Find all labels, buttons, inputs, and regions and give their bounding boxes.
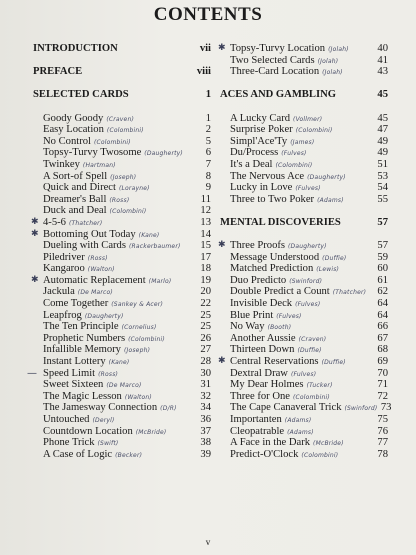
toc-page-number: 31 bbox=[200, 379, 211, 391]
handwritten-author-note: (Daugherty) bbox=[84, 312, 124, 320]
handwritten-author-note: (Fulves) bbox=[276, 312, 302, 320]
handwritten-author-note: (Swinford) bbox=[344, 405, 378, 413]
toc-entry-title: Topsy-Turvy Twosome bbox=[43, 147, 142, 159]
toc-page-number: 76 bbox=[377, 425, 388, 437]
toc-entry-title: Message Understood bbox=[230, 251, 320, 263]
toc-entry-title: Three for One bbox=[230, 390, 290, 402]
toc-entry bbox=[220, 182, 388, 194]
toc-page-number: 64 bbox=[377, 298, 388, 310]
handwritten-author-note: (Vollmer) bbox=[293, 115, 323, 123]
toc-entry bbox=[220, 55, 388, 67]
toc-entry-title: Twinkey bbox=[43, 158, 80, 170]
toc-entry-title: Untouched bbox=[43, 414, 90, 425]
section-spacer bbox=[33, 78, 211, 90]
handwritten-mark: ✱ bbox=[31, 228, 39, 239]
handwritten-author-note: (Jolah) bbox=[317, 57, 339, 65]
toc-entry-title: Central Reservations bbox=[230, 356, 319, 368]
toc-entry bbox=[33, 321, 211, 333]
toc-entry-title: Importanten bbox=[230, 414, 282, 425]
toc-entry-title: Predict-O'Clock bbox=[230, 448, 299, 460]
toc-page-number: 12 bbox=[200, 205, 211, 217]
toc-entry-title-wrap bbox=[220, 217, 374, 229]
toc-entry-title: No Control bbox=[43, 135, 91, 147]
handwritten-author-note: (Joseph) bbox=[110, 173, 137, 181]
toc-entry-title: Phone Trick bbox=[43, 437, 95, 449]
toc-page-number: 43 bbox=[377, 66, 388, 78]
toc-entry-title: Kangaroo bbox=[43, 263, 85, 275]
toc-entry-title: 4-5-6 bbox=[43, 216, 66, 228]
toc-entry bbox=[33, 136, 211, 148]
section-spacer bbox=[220, 205, 388, 217]
toc-section-heading bbox=[220, 217, 388, 229]
toc-column-left bbox=[27, 43, 211, 460]
toc-entry-title: Du/Process bbox=[230, 147, 279, 159]
handwritten-author-note: (Swift) bbox=[97, 440, 119, 448]
handwritten-author-note: (Thatcher) bbox=[332, 289, 367, 297]
toc-page-number: 28 bbox=[200, 356, 211, 368]
toc-page-number: 45 bbox=[377, 112, 388, 124]
toc-page-number: 59 bbox=[377, 251, 388, 263]
toc-entry-title: PREFACE bbox=[33, 66, 83, 78]
toc-entry-title: Prophetic Numbers bbox=[43, 332, 126, 344]
toc-page-number: 30 bbox=[200, 367, 211, 379]
handwritten-author-note: (Daugherty) bbox=[307, 173, 346, 181]
toc-entry-title: Bottoming Out Today bbox=[43, 228, 136, 240]
toc-entry bbox=[33, 437, 211, 449]
handwritten-author-note: (Walton) bbox=[124, 393, 152, 401]
toc-entry bbox=[220, 240, 388, 252]
section-spacer bbox=[220, 229, 388, 241]
toc-page-number: 75 bbox=[377, 414, 388, 425]
toc-entry-title: MENTAL DISCOVERIES bbox=[220, 216, 341, 228]
section-spacer bbox=[33, 101, 211, 113]
toc-page-number: 1 bbox=[205, 89, 211, 101]
toc-entry-title-wrap bbox=[33, 66, 197, 78]
toc-page-number: 45 bbox=[377, 89, 388, 101]
toc-entry bbox=[33, 344, 211, 356]
toc-entry bbox=[220, 298, 388, 310]
toc-page-number: 70 bbox=[377, 367, 388, 379]
toc-page-number: 49 bbox=[377, 135, 388, 147]
toc-entry bbox=[33, 252, 211, 264]
toc-entry-title-wrap bbox=[220, 449, 374, 462]
toc-entry-title: Come Together bbox=[43, 298, 109, 310]
handwritten-author-note: (Colombini) bbox=[106, 127, 144, 135]
toc-entry-title: Jackula bbox=[43, 286, 75, 298]
toc-entry-title: It's a Deal bbox=[230, 158, 273, 170]
handwritten-author-note: (Colombini) bbox=[93, 138, 131, 146]
toc-page-number: 34 bbox=[200, 402, 211, 414]
toc-entry bbox=[33, 217, 211, 229]
handwritten-author-note: (Fulves) bbox=[281, 150, 307, 158]
toc-page-number: 14 bbox=[200, 228, 211, 240]
handwritten-author-note: (Joseph) bbox=[123, 347, 151, 355]
toc-entry bbox=[220, 321, 388, 333]
toc-page-number: 77 bbox=[377, 437, 388, 449]
toc-entry bbox=[220, 171, 388, 183]
section-spacer bbox=[220, 101, 388, 113]
handwritten-author-note: (Ross) bbox=[109, 196, 130, 204]
handwritten-author-note: (D/R) bbox=[160, 405, 177, 413]
toc-page-number: 20 bbox=[200, 286, 211, 298]
toc-page-number: 57 bbox=[377, 216, 388, 228]
toc-entry-title: Matched Prediction bbox=[230, 263, 314, 275]
toc-entry bbox=[220, 275, 388, 287]
toc-page-number: 69 bbox=[377, 356, 388, 368]
toc-page-number: 51 bbox=[377, 158, 388, 170]
toc-section-heading bbox=[220, 89, 388, 101]
toc-entry bbox=[220, 402, 392, 414]
handwritten-author-note: (Marlo) bbox=[148, 277, 172, 285]
handwritten-author-note: (Colombini) bbox=[293, 393, 330, 401]
toc-page-number: 32 bbox=[200, 390, 211, 402]
toc-page-number: 64 bbox=[377, 309, 388, 321]
toc-entry bbox=[33, 414, 211, 426]
toc-page-number: 9 bbox=[205, 182, 211, 194]
toc-entry-title: ACES AND GAMBLING bbox=[220, 89, 336, 101]
handwritten-mark: — bbox=[27, 367, 37, 379]
handwritten-author-note: (Jolah) bbox=[328, 46, 349, 53]
handwritten-author-note: (Colombini) bbox=[301, 451, 339, 459]
toc-page-number: 54 bbox=[377, 182, 388, 194]
handwritten-author-note: (McBride) bbox=[313, 440, 344, 448]
handwritten-author-note: (De Marco) bbox=[77, 289, 113, 297]
toc-entry-title: Two Selected Cards bbox=[230, 54, 315, 66]
toc-entry-title: Dextral Draw bbox=[230, 367, 288, 379]
handwritten-author-note: (Cornelius) bbox=[121, 324, 157, 332]
toc-entry bbox=[220, 379, 388, 391]
toc-page-number: 37 bbox=[200, 425, 211, 437]
toc-entry-title: SELECTED CARDS bbox=[33, 89, 129, 101]
toc-entry bbox=[33, 194, 211, 206]
toc-entry bbox=[220, 391, 388, 403]
toc-page-number: 72 bbox=[377, 390, 388, 402]
toc-page-number: 62 bbox=[377, 286, 388, 298]
toc-entry-title: Countdown Location bbox=[43, 425, 133, 437]
toc-page-number: 67 bbox=[377, 332, 388, 344]
handwritten-author-note: (Colombini) bbox=[109, 208, 147, 216]
toc-entry bbox=[33, 124, 211, 136]
toc-page-number: 19 bbox=[200, 274, 211, 286]
toc-entry-title: INTRODUCTION bbox=[33, 43, 118, 54]
section-spacer bbox=[220, 78, 388, 90]
toc-page-number: 8 bbox=[205, 170, 211, 182]
handwritten-author-note: (Adams) bbox=[287, 428, 314, 436]
toc-page-number: 18 bbox=[200, 263, 211, 275]
toc-entry bbox=[33, 298, 211, 310]
toc-page-number: 66 bbox=[377, 321, 388, 333]
toc-entry-title: Dreamer's Ball bbox=[43, 193, 107, 205]
toc-entry bbox=[220, 437, 388, 449]
handwritten-author-note: (Jolah) bbox=[322, 69, 343, 77]
toc-entry-title: Dueling with Cards bbox=[43, 240, 126, 252]
toc-entry bbox=[220, 136, 388, 148]
toc-entry bbox=[220, 449, 388, 461]
handwritten-author-note: (James) bbox=[290, 138, 315, 146]
toc-page-number: 73 bbox=[380, 402, 392, 414]
toc-entry-title-wrap bbox=[33, 89, 197, 101]
toc-entry bbox=[220, 113, 388, 125]
toc-entry bbox=[220, 426, 388, 438]
toc-entry-title: My Dear Holmes bbox=[230, 379, 304, 391]
handwritten-mark: ✱ bbox=[31, 216, 39, 227]
handwritten-author-note: (Fulves) bbox=[290, 370, 317, 378]
toc-entry-title: Double Predict a Count bbox=[230, 286, 330, 298]
handwritten-author-note: (Sankey & Acer) bbox=[111, 301, 164, 309]
toc-entry bbox=[220, 344, 388, 356]
toc-page-number: 68 bbox=[377, 344, 388, 356]
toc-page-number: 17 bbox=[200, 251, 211, 263]
handwritten-author-note: (Duffie) bbox=[321, 359, 346, 367]
handwritten-author-note: (McBride) bbox=[135, 428, 167, 436]
page-title: CONTENTS bbox=[153, 4, 263, 25]
toc-entry bbox=[33, 159, 211, 171]
toc-entry bbox=[33, 263, 211, 275]
toc-entry bbox=[33, 147, 211, 159]
toc-entry bbox=[220, 414, 388, 426]
toc-entry bbox=[33, 402, 211, 414]
toc-entry-title: Surprise Poker bbox=[230, 124, 293, 136]
toc-entry bbox=[33, 286, 211, 298]
toc-entry-title: A Case of Logic bbox=[43, 448, 113, 460]
toc-entry-title: Duck and Deal bbox=[43, 205, 107, 217]
toc-column-right bbox=[218, 43, 392, 460]
handwritten-author-note: (Lorayne) bbox=[118, 185, 150, 193]
toc-entry bbox=[220, 252, 388, 264]
toc-entry-title: Lucky in Love bbox=[230, 182, 293, 194]
handwritten-author-note: (Daugherty) bbox=[144, 150, 183, 158]
toc-entry bbox=[33, 182, 211, 194]
toc-entry-title: Speed Limit bbox=[43, 367, 96, 379]
handwritten-mark: ✱ bbox=[218, 43, 226, 53]
handwritten-author-note: (Becker) bbox=[115, 451, 143, 459]
toc-entry-title: Thirteen Down bbox=[230, 344, 295, 356]
toc-page-number: 60 bbox=[377, 263, 388, 275]
handwritten-author-note: (Fulves) bbox=[295, 301, 321, 309]
handwritten-author-note: (Craven) bbox=[298, 335, 327, 343]
handwritten-author-note: (Craven) bbox=[106, 115, 134, 123]
toc-entry bbox=[27, 367, 211, 380]
toc-page-number: 71 bbox=[377, 379, 388, 391]
toc-entry bbox=[33, 391, 211, 403]
handwritten-author-note: (Tucker) bbox=[306, 382, 333, 390]
toc-entry-title: Infallible Memory bbox=[43, 344, 121, 356]
toc-entry bbox=[33, 356, 211, 368]
toc-entry-title-wrap bbox=[33, 43, 197, 55]
toc-entry-title: Three Proofs bbox=[230, 240, 286, 252]
page-folio: v bbox=[205, 537, 211, 547]
handwritten-author-note: (Deryl) bbox=[92, 417, 115, 424]
toc-entry-title: No Way bbox=[230, 321, 265, 333]
handwritten-author-note: (Duffie) bbox=[322, 254, 347, 262]
toc-entry bbox=[220, 43, 388, 55]
handwritten-author-note: (Adams) bbox=[317, 196, 344, 204]
toc-entry-title: A Face in the Dark bbox=[230, 437, 311, 449]
toc-entry bbox=[220, 159, 388, 171]
handwritten-author-note: (Duffie) bbox=[297, 347, 322, 355]
toc-entry-title: Sweet Sixteen bbox=[43, 379, 104, 391]
toc-entry bbox=[33, 113, 211, 125]
toc-entry-title: A Lucky Card bbox=[230, 112, 291, 124]
toc-entry-title: Another Aussie bbox=[230, 332, 296, 344]
toc-entry bbox=[220, 310, 388, 322]
toc-entry-title-wrap bbox=[220, 89, 374, 101]
toc-page-number: vii bbox=[199, 43, 211, 54]
toc-page-number: 39 bbox=[200, 448, 211, 460]
toc-entry bbox=[33, 379, 211, 391]
toc-entry-title: Cleopatrable bbox=[230, 425, 285, 437]
toc-page-number: 53 bbox=[377, 170, 388, 182]
toc-entry bbox=[220, 286, 388, 298]
toc-page-number: 6 bbox=[205, 147, 211, 159]
toc-entry bbox=[33, 333, 211, 345]
toc-entry bbox=[33, 426, 211, 438]
toc-entry-title: The Magic Lesson bbox=[43, 390, 122, 402]
handwritten-author-note: (Lewis) bbox=[316, 266, 340, 274]
handwritten-author-note: (Adams) bbox=[284, 417, 312, 424]
toc-entry bbox=[33, 449, 211, 461]
toc-entry bbox=[33, 205, 211, 217]
handwritten-author-note: (Booth) bbox=[267, 324, 292, 332]
section-spacer bbox=[33, 55, 211, 67]
toc-entry-title: Piledriver bbox=[43, 251, 85, 263]
toc-entry bbox=[220, 194, 388, 206]
toc-entry-title: Quick and Direct bbox=[43, 182, 116, 194]
toc-page-number: 7 bbox=[205, 158, 211, 170]
handwritten-mark: ✱ bbox=[31, 274, 39, 285]
toc-entry bbox=[33, 240, 211, 252]
toc-page-number: 40 bbox=[377, 43, 388, 54]
toc-page-number: 47 bbox=[377, 124, 388, 136]
toc-entry bbox=[220, 333, 388, 345]
handwritten-author-note: (Kane) bbox=[108, 359, 130, 367]
toc-entry-title: Three to Two Poker bbox=[230, 193, 315, 205]
toc-entry-title: Topsy-Turvy Location bbox=[230, 43, 326, 54]
toc-entry-title: The Nervous Ace bbox=[230, 170, 305, 182]
toc-page-number: 1 bbox=[205, 112, 211, 124]
toc-page-number: 36 bbox=[200, 414, 211, 425]
toc-page-number: 57 bbox=[377, 240, 388, 252]
toc-page-number: 22 bbox=[200, 298, 211, 310]
handwritten-author-note: (Daugherty) bbox=[288, 243, 327, 251]
toc-entry bbox=[33, 171, 211, 183]
handwritten-author-note: (Colombini) bbox=[275, 161, 313, 169]
toc-entry bbox=[220, 147, 388, 159]
handwritten-author-note: (Swinford) bbox=[289, 277, 323, 285]
toc-page-number: 5 bbox=[205, 135, 211, 147]
toc-page-number: 2 bbox=[205, 124, 211, 136]
toc-entry-title: A Sort-of Spell bbox=[43, 170, 108, 182]
toc-entry-title: The Ten Principle bbox=[43, 321, 119, 333]
toc-entry-title: Invisible Deck bbox=[230, 298, 293, 310]
toc-entry-title: Simpl'Ace'Ty bbox=[230, 135, 288, 147]
handwritten-mark: ✱ bbox=[218, 240, 226, 251]
toc-entry-title: Blue Print bbox=[230, 309, 274, 321]
toc-page-number: 27 bbox=[200, 344, 211, 356]
toc-entry-title: Duo Predicto bbox=[230, 274, 287, 286]
toc-entry-title-wrap bbox=[220, 194, 374, 207]
toc-page-number: 61 bbox=[377, 274, 388, 286]
toc-page-number: 13 bbox=[200, 216, 211, 228]
toc-page-number: 55 bbox=[377, 193, 388, 205]
toc-entry-title: Goody Goody bbox=[43, 112, 104, 124]
toc-entry-title: Instant Lottery bbox=[43, 356, 106, 368]
handwritten-author-note: (Walton) bbox=[87, 266, 115, 274]
toc-page-number: 25 bbox=[200, 309, 211, 321]
toc-section-heading bbox=[33, 43, 211, 55]
toc-section-heading bbox=[33, 89, 211, 101]
toc-page-number: 11 bbox=[200, 193, 211, 205]
toc-entry-title: Easy Location bbox=[43, 124, 104, 136]
toc-entry-title-wrap bbox=[220, 66, 374, 79]
toc-entry bbox=[220, 368, 388, 380]
toc-entry-title: The Cape Canaveral Trick bbox=[230, 402, 342, 414]
toc-page-number: 78 bbox=[377, 448, 388, 460]
toc-entry bbox=[220, 124, 388, 136]
toc-section-heading bbox=[33, 66, 211, 78]
handwritten-author-note: (Ross) bbox=[87, 254, 108, 262]
handwritten-author-note: (Fulves) bbox=[295, 185, 321, 193]
handwritten-author-note: (Colombini) bbox=[295, 127, 333, 135]
toc-entry-title-wrap bbox=[33, 449, 197, 462]
toc-page-number: 49 bbox=[377, 147, 388, 159]
handwritten-author-note: (Thatcher) bbox=[68, 219, 103, 227]
handwritten-author-note: (Hartman) bbox=[82, 161, 116, 169]
toc-entry-title: Leapfrog bbox=[43, 309, 82, 321]
handwritten-author-note: (Rackerbaumer) bbox=[128, 243, 181, 251]
toc-page-number: 38 bbox=[200, 437, 211, 449]
toc-entry-title: The Jamesway Connection bbox=[43, 402, 158, 414]
toc-entry bbox=[33, 310, 211, 322]
toc-entry bbox=[220, 263, 388, 275]
toc-page-number: 25 bbox=[200, 321, 211, 333]
toc-page-number: 26 bbox=[200, 332, 211, 344]
toc-entry bbox=[220, 66, 388, 78]
toc-entry-title: Three-Card Location bbox=[230, 66, 320, 78]
handwritten-mark: ✱ bbox=[218, 356, 226, 367]
toc-page-number: 41 bbox=[377, 54, 388, 66]
toc-entry-title: Automatic Replacement bbox=[43, 274, 146, 286]
toc-page-number: viii bbox=[196, 66, 211, 78]
toc-entry bbox=[220, 356, 388, 368]
toc-page-number: 15 bbox=[200, 240, 211, 252]
handwritten-author-note: (De Marco) bbox=[106, 382, 142, 390]
handwritten-author-note: (Colombini) bbox=[128, 335, 165, 343]
handwritten-author-note: (Ross) bbox=[98, 370, 119, 378]
toc-entry bbox=[33, 229, 211, 241]
handwritten-author-note: (Kane) bbox=[138, 231, 160, 239]
toc-entry bbox=[33, 275, 211, 287]
